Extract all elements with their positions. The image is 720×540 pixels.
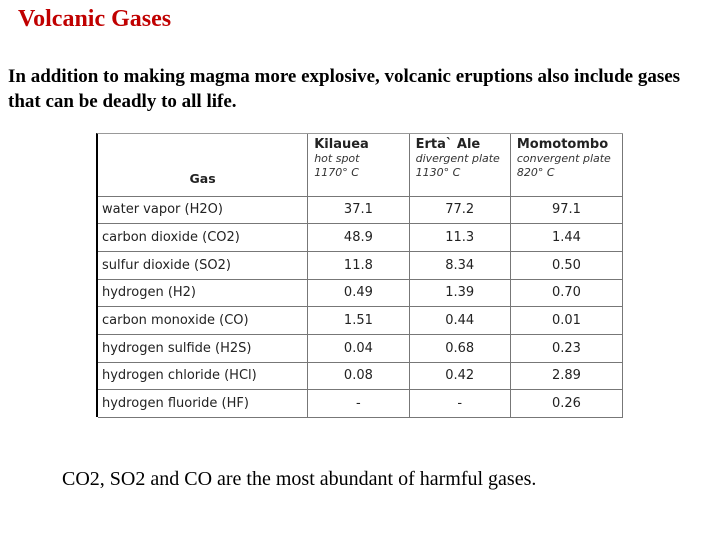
site-setting: convergent plate xyxy=(516,152,611,165)
slide-title: Volcanic Gases xyxy=(18,6,172,32)
gas-value-cell: 1.44 xyxy=(510,224,622,252)
site-temperature: 1170° C xyxy=(314,166,359,179)
gas-column-header: Gas xyxy=(98,134,308,196)
site-name: Momotombo xyxy=(516,137,609,152)
table-row xyxy=(98,196,623,224)
gas-name-cell: sulfur dioxide (SO2) xyxy=(98,251,308,279)
site-temperature: 820° C xyxy=(516,166,555,179)
gas-name-cell: hydrogen (H2) xyxy=(98,279,308,307)
gas-name-cell: carbon dioxide (CO2) xyxy=(98,224,308,252)
gas-value-cell: 1.39 xyxy=(409,279,510,307)
gas-value-cell: 77.2 xyxy=(409,196,510,224)
gas-value-cell: 0.04 xyxy=(308,334,409,362)
gas-value-cell: 0.49 xyxy=(308,279,409,307)
gas-value-cell: 8.34 xyxy=(409,251,510,279)
table-row xyxy=(98,251,623,279)
gas-value-cell: 0.01 xyxy=(510,307,622,335)
gas-name-cell: hydrogen fluoride (HF) xyxy=(98,390,308,418)
table-header-row xyxy=(98,134,623,196)
gas-value-cell: 0.26 xyxy=(510,390,622,418)
gas-value-cell: - xyxy=(409,390,510,418)
site-name: Kilauea xyxy=(314,137,369,152)
gas-value-cell: 97.1 xyxy=(510,196,622,224)
gas-value-cell: 0.42 xyxy=(409,362,510,390)
gas-name-cell: water vapor (H2O) xyxy=(98,196,308,224)
site-setting: hot spot xyxy=(314,152,360,165)
intro-text: In addition to making magma more explosive, volcanic eruptions also include gases that can be deadly to all life. xyxy=(8,66,681,112)
gas-value-cell: 0.23 xyxy=(510,334,622,362)
table-row xyxy=(98,334,623,362)
gas-value-cell: 37.1 xyxy=(308,196,409,224)
table-row xyxy=(98,390,623,418)
table-row xyxy=(98,279,623,307)
site-temperature: 1130° C xyxy=(415,166,461,179)
site-setting: divergent plate xyxy=(415,152,500,165)
caption-text: CO2, SO2 and CO are the most abundant of harmful gases. xyxy=(62,468,537,490)
volcanic-gas-table xyxy=(98,134,623,418)
gas-value-cell: - xyxy=(308,390,409,418)
gas-value-cell: 2.89 xyxy=(510,362,622,390)
gas-value-cell: 1.51 xyxy=(308,307,409,335)
gas-value-cell: 0.68 xyxy=(409,334,510,362)
gas-value-cell: 48.9 xyxy=(308,224,409,252)
gas-value-cell: 0.70 xyxy=(510,279,622,307)
table-row xyxy=(98,224,623,252)
table-body xyxy=(98,196,623,418)
table-row xyxy=(98,362,623,390)
gas-name-cell: carbon monoxide (CO) xyxy=(98,307,308,335)
gas-name-cell: hydrogen sulfide (H2S) xyxy=(98,334,308,362)
site-header-erta-ale xyxy=(409,134,510,196)
gas-value-cell: 0.08 xyxy=(308,362,409,390)
gas-value-cell: 11.8 xyxy=(308,251,409,279)
site-header-kilauea xyxy=(308,134,409,196)
table-row xyxy=(98,307,623,335)
site-name: Erta` Ale xyxy=(415,137,481,152)
gas-table-container xyxy=(96,133,623,417)
gas-value-cell: 0.44 xyxy=(409,307,510,335)
gas-name-cell: hydrogen chloride (HCl) xyxy=(98,362,308,390)
gas-value-cell: 0.50 xyxy=(510,251,622,279)
site-header-momotombo xyxy=(510,134,622,196)
gas-value-cell: 11.3 xyxy=(409,224,510,252)
